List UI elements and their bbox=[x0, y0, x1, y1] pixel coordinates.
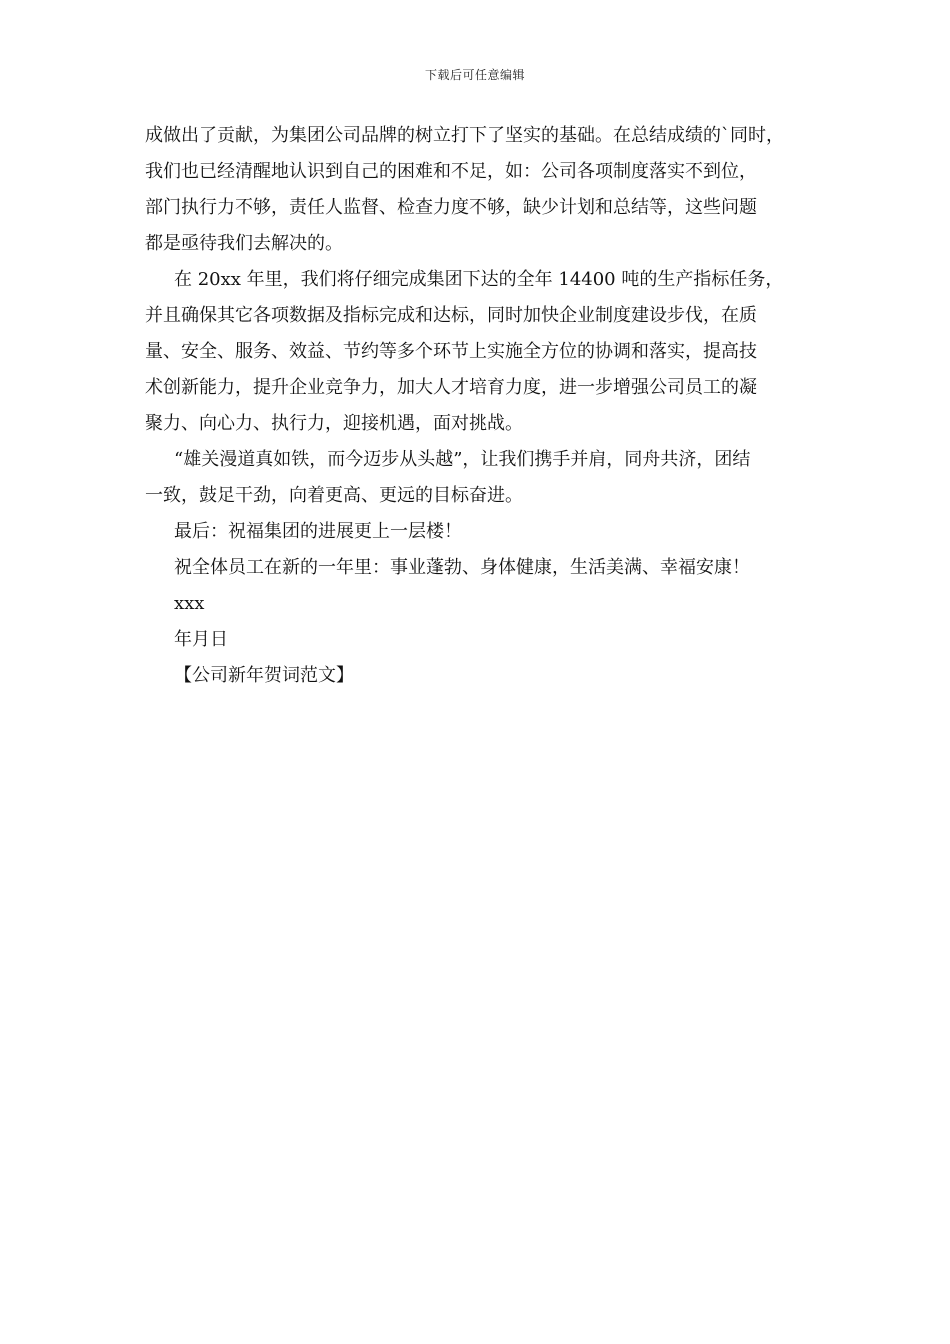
document-tag: 【公司新年贺词范文】 bbox=[174, 665, 354, 686]
paragraph-2 bbox=[145, 262, 810, 442]
document-body bbox=[145, 118, 810, 694]
paragraph-line: 成做出了贡献，为集团公司品牌的树立打下了坚实的基础。在总结成绩的`同时， bbox=[145, 125, 784, 146]
page-header: 下载后可任意编辑 bbox=[424, 68, 525, 82]
paragraph-3 bbox=[145, 442, 810, 514]
signature: xxx bbox=[174, 593, 205, 614]
paragraph-line: 聚力、向心力、执行力，迎接机遇，面对挑战。 bbox=[145, 413, 523, 434]
paragraph-1 bbox=[145, 118, 810, 262]
wishes-line: 祝全体员工在新的一年里：事业蓬勃、身体健康，生活美满、幸福安康！ bbox=[174, 557, 750, 578]
paragraph-line: 术创新能力，提升企业竞争力，加大人才培育力度，进一步增强公司员工的凝 bbox=[145, 377, 757, 398]
paragraph-line: 在 20xx 年里，我们将仔细完成集团下达的全年 14400 吨的生产指标任务， bbox=[174, 269, 784, 290]
paragraph-line: 并且确保其它各项数据及指标完成和达标，同时加快企业制度建设步伐，在质 bbox=[145, 305, 757, 326]
paragraph-line: 都是亟待我们去解决的。 bbox=[145, 233, 343, 254]
closing-line: 最后：祝福集团的进展更上一层楼！ bbox=[174, 521, 462, 542]
paragraph-line: 部门执行力不够，责任人监督、检查力度不够，缺少计划和总结等，这些问题 bbox=[145, 197, 757, 218]
paragraph-line: 我们也已经清醒地认识到自己的困难和不足，如：公司各项制度落实不到位， bbox=[145, 161, 757, 182]
date-line: 年月日 bbox=[174, 629, 228, 650]
paragraph-line: 量、安全、服务、效益、节约等多个环节上实施全方位的协调和落实，提高技 bbox=[145, 341, 757, 362]
paragraph-line: “雄关漫道真如铁，而今迈步从头越”，让我们携手并肩，同舟共济，团结 bbox=[174, 449, 751, 470]
paragraph-line: 一致，鼓足干劲，向着更高、更远的目标奋进。 bbox=[145, 485, 523, 506]
